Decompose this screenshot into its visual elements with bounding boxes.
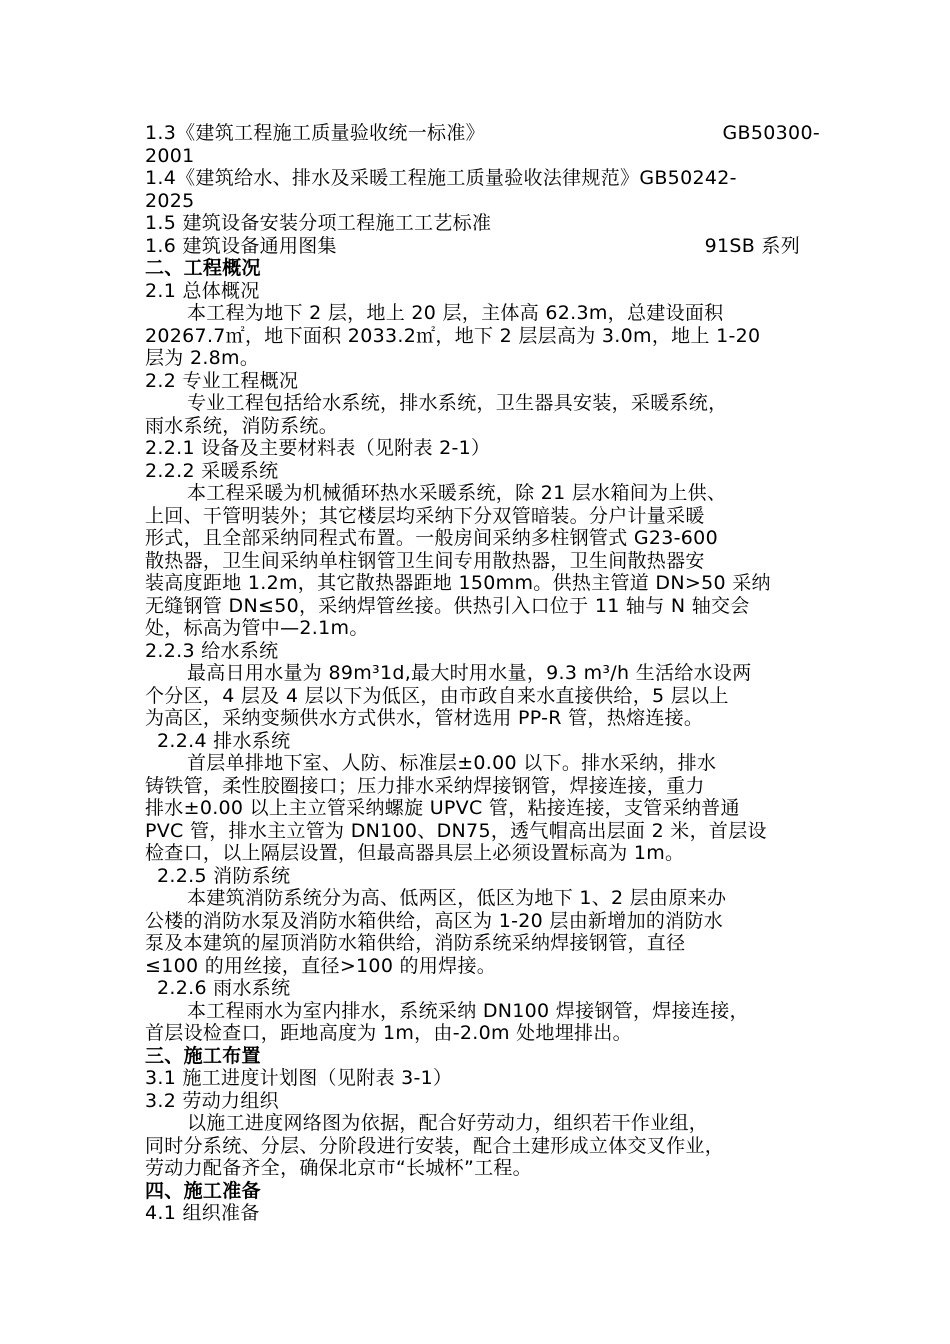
ref-code: GB50300- (722, 122, 820, 144)
paragraph-line: 层为 2.8m。 (145, 347, 260, 369)
paragraph-line: 同时分系统、分层、分阶段进行安装，配合土建形成立体交叉作业， (145, 1134, 725, 1157)
paragraph-line: 泵及本建筑的屋顶消防水箱供给，消防系统采纳焊接钢管，直径 (145, 932, 686, 954)
paragraph-line: 装高度距地 1.2m，其它散热器距地 150mm。供热主管道 DN>50 采纳 (145, 572, 771, 594)
subsection-2-2-2: 2.2.2 采暖系统 (145, 459, 279, 482)
subsection-2-2-1: 2.2.1 设备及主要材料表（见附表 2-1） (145, 437, 491, 459)
ref-item-1-3 (145, 122, 820, 145)
section-heading-2: 二、工程概况 (145, 257, 261, 279)
ref-title: 1.3《建筑工程施工质量验收统一标准》 (145, 122, 485, 144)
paragraph-line: 首层设检查口，距地高度为 1m，由-2.0m 处地埋排出。 (145, 1022, 632, 1044)
paragraph-line: 专业工程包括给水系统，排水系统，卫生器具安装，采暖系统， (187, 392, 728, 414)
paragraph-line: 雨水系统，消防系统。 (145, 414, 339, 437)
subsection-2-2-3: 2.2.3 给水系统 (145, 639, 279, 662)
paragraph-line: 排水±0.00 以上主立管采纳螺旋 UPVC 管，粘接连接，支管采纳普通 (145, 797, 740, 819)
ref-title: 1.6 建筑设备通用图集 (145, 234, 337, 257)
paragraph-line: PVC 管，排水主立管为 DN100、DN75，透气帽高出层面 2 米，首层设 (145, 819, 767, 842)
subsection-2-2: 2.2 专业工程概况 (145, 369, 299, 392)
subsection-2-2-6: 2.2.6 雨水系统 (157, 977, 291, 999)
paragraph-line: 为高区，采纳变频供水方式供水，管材选用 PP-R 管，热熔连接。 (145, 707, 704, 729)
subsection-2-1: 2.1 总体概况 (145, 279, 260, 302)
paragraph-line: 处，标高为管中—2.1m。 (145, 617, 369, 639)
subsection-2-2-5: 2.2.5 消防系统 (157, 864, 291, 887)
section-heading-3: 三、施工布置 (145, 1044, 261, 1067)
paragraph-line: 无缝钢管 DN≤50，采纳焊管丝接。供热引入口位于 11 轴与 N 轴交会 (145, 594, 750, 617)
paragraph-line: 首层单排地下室、人防、标准层±0.00 以下。排水采纳，排水 (187, 752, 717, 774)
paragraph-line: 散热器，卫生间采纳单柱钢管卫生间专用散热器，卫生间散热器安 (145, 549, 705, 572)
subsection-4-1: 4.1 组织准备 (145, 1202, 260, 1224)
ref-code-continuation: 2001 (145, 144, 195, 167)
paragraph-line: 检查口，以上隔层设置，但最高器具层上必须设置标高为 1m。 (145, 842, 685, 864)
paragraph-line: 以施工进度网络图为依据，配合好劳动力，组织若干作业组， (187, 1112, 709, 1134)
paragraph-line: 形式，且全部采纳同程式布置。一般房间采纳多柱钢管式 G23-600 (145, 527, 718, 549)
subsection-3-2: 3.2 劳动力组织 (145, 1089, 279, 1112)
paragraph-line: 本工程采暖为机械循环热水采暖系统，除 21 层水箱间为上供、 (187, 482, 727, 504)
ref-code-continuation: 2025 (145, 189, 195, 212)
paragraph-line: 本建筑消防系统分为高、低两区，低区为地下 1、2 层由原来办 (187, 887, 727, 909)
subsection-2-2-4: 2.2.4 排水系统 (157, 729, 291, 752)
paragraph-line: 公楼的消防水泵及消防水箱供给，高区为 1-20 层由新增加的消防水 (145, 909, 724, 932)
paragraph-line: 20267.7㎡，地下面积 2033.2㎡，地下 2 层层高为 3.0m，地上 1-20 (145, 324, 761, 347)
paragraph-line: 铸铁管，柔性胶圈接口；压力排水采纳焊接钢管，焊接连接，重力 (145, 774, 705, 797)
ref-item-1-4: 1.4《建筑给水、排水及采暖工程施工质量验收法律规范》GB50242- (145, 167, 737, 189)
subsection-3-1: 3.1 施工进度计划图（见附表 3-1） (145, 1067, 453, 1089)
ref-code: 91SB 系列 (704, 234, 800, 257)
paragraph-line: 本工程雨水为室内排水，系统采纳 DN100 焊接钢管，焊接连接， (187, 999, 749, 1022)
ref-item-1-6 (145, 235, 820, 258)
paragraph-line: ≤100 的用丝接，直径>100 的用焊接。 (145, 954, 497, 977)
paragraph-line: 最高日用水量为 89m³1d,最大时用水量，9.3 m³/h 生活给水设两 (187, 662, 752, 684)
paragraph-line: 上回、干管明装外；其它楼层均采纳下分双管暗装。分户计量采暖 (145, 504, 705, 527)
section-heading-4: 四、施工准备 (145, 1179, 261, 1202)
paragraph-line: 个分区，4 层及 4 层以下为低区，由市政自来水直接供给，5 层以上 (145, 684, 729, 707)
paragraph-line: 本工程为地下 2 层，地上 20 层，主体高 62.3m，总建设面积 (187, 302, 724, 324)
ref-item-1-5: 1.5 建筑设备安装分项工程施工工艺标准 (145, 212, 492, 234)
paragraph-line: 劳动力配备齐全，确保北京市“长城杯”工程。 (145, 1157, 532, 1179)
